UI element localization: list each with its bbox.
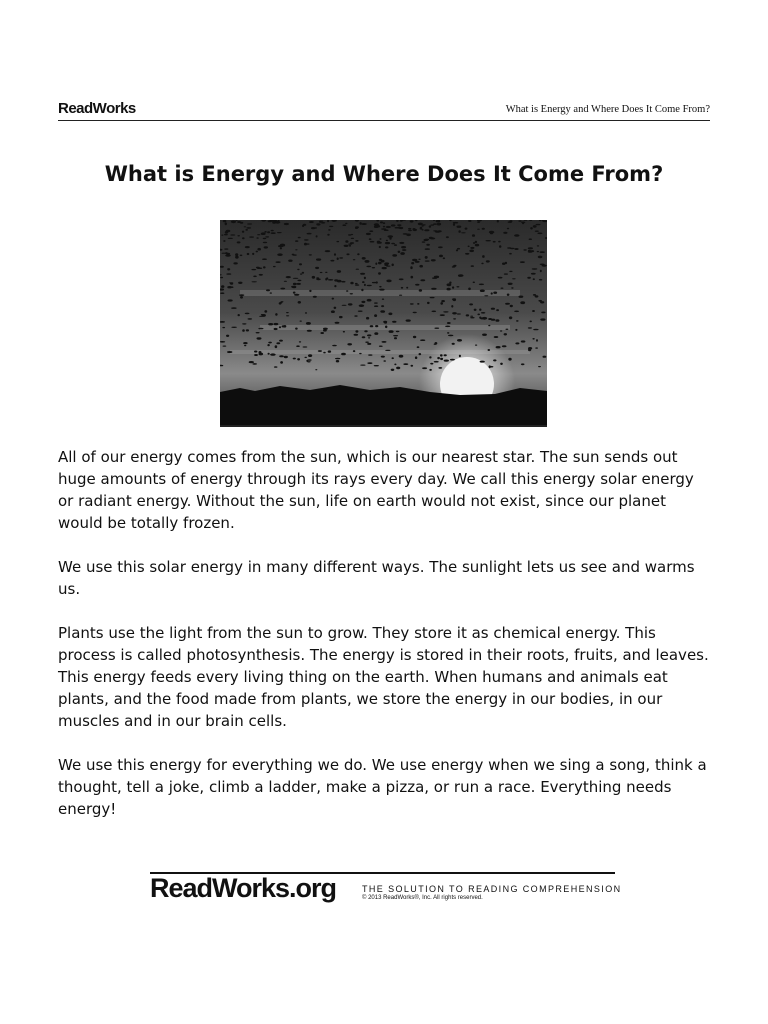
photo-graphic <box>220 220 547 425</box>
photo-bottom-border <box>220 425 547 427</box>
paragraph-4: We use this energy for everything we do. We use energy when we sing a song, think a thought, tell a joke, climb a ladder, make a pizza, or run a race. Everything needs energy! <box>58 756 707 818</box>
footer-tagline: THE SOLUTION TO READING COMPREHENSION <box>362 884 622 894</box>
sunset-birds-photo <box>220 220 547 425</box>
header-logo: ReadWorks <box>58 100 136 117</box>
paragraph-3: Plants use the light from the sun to grow. They store it as chemical energy. This process is called photosynthesis. The energy is stored in their roots, fruits, and leaves. This energy feeds every living thing on the earth. When humans and animals eat plants, and the food made from plants, we store the energy in our bodies, in our muscles and in our brain cells. <box>58 624 709 730</box>
page-title: What is Energy and Where Does It Come From? <box>104 162 664 186</box>
page-header <box>58 100 710 121</box>
header-title: What is Energy and Where Does It Come From? <box>505 104 710 115</box>
paragraph-1: All of our energy comes from the sun, which is our nearest star. The sun sends out huge amounts of energy through its rays every day. We call this energy solar energy or radiant energy. Without the sun, life on earth would not exist, since our planet would be totally frozen. <box>58 448 694 532</box>
footer-copyright: © 2013 ReadWorks®, Inc. All rights reserved. <box>362 895 483 901</box>
footer-logo: ReadWorks.org <box>150 873 337 903</box>
paragraph-2: We use this solar energy in many different ways. The sunlight lets us see and warms us. <box>58 558 695 598</box>
article-body <box>58 446 710 842</box>
